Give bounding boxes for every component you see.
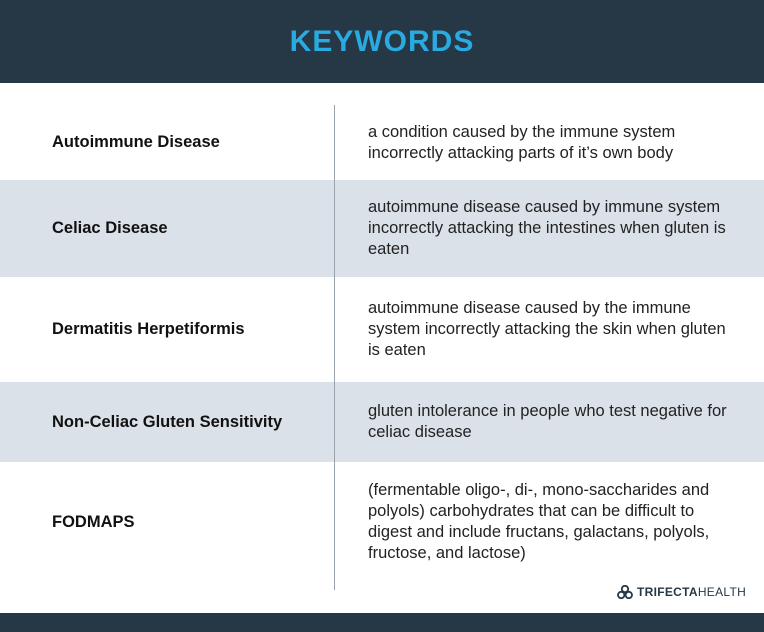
keyword-term: Non-Celiac Gluten Sensitivity (52, 412, 283, 431)
keyword-term: Autoimmune Disease (52, 133, 220, 151)
keyword-definition: (fermentable oligo-, di-, mono-saccharides and polyols) carbohydrates that can be difficult to digest and include fructans, galactans, polyols, fructose, and lactose) (368, 481, 710, 562)
table-row (0, 105, 764, 180)
logo-sub-text: HEALTH (697, 585, 747, 599)
footer-bar (0, 613, 764, 632)
keyword-definition: a condition caused by the immune system incorrectly attacking parts of it’s own body (368, 122, 676, 162)
table-row (0, 277, 764, 382)
keyword-definition: autoimmune disease caused by immune system incorrectly attacking the intestines when gluten is eaten (368, 198, 726, 258)
keyword-term: Dermatitis Herpetiformis (52, 320, 245, 338)
keyword-term: FODMAPS (52, 512, 135, 531)
keyword-term: Celiac Disease (52, 219, 168, 237)
brand-logo (617, 585, 746, 599)
column-divider (334, 105, 335, 590)
keyword-definition: gluten intolerance in people who test negative for celiac disease (368, 402, 727, 441)
table-row (0, 180, 764, 277)
logo-brand-text: TRIFECTA (637, 585, 698, 599)
table-row (0, 462, 764, 582)
table-row (0, 382, 764, 462)
trifecta-logo-icon (617, 585, 633, 599)
page-title: KEYWORDS (289, 24, 475, 58)
header-banner (0, 0, 764, 83)
keyword-definition: autoimmune disease caused by the immune system incorrectly attacking the skin when gluten is eaten (368, 299, 726, 359)
